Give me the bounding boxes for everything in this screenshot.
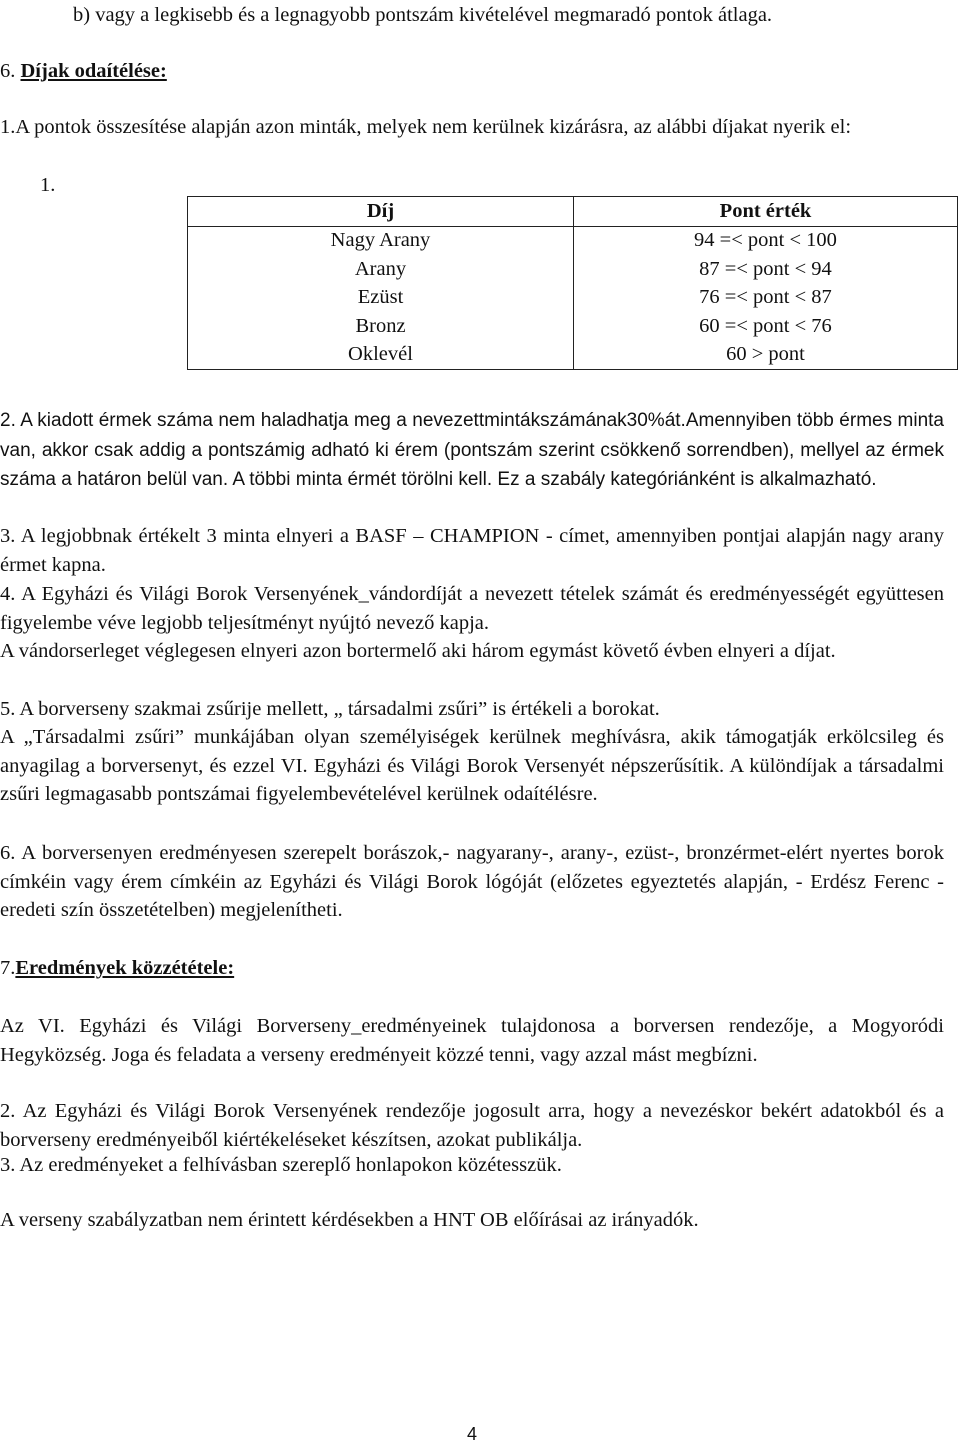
table-cell-prize: Ezüst <box>188 284 574 313</box>
table-cell-prize: Nagy Arany <box>188 226 574 255</box>
point-4-continuation: A vándorserleget véglegesen elnyeri azon bortermelő aki három egymást követő évben elnyeri a díjat. <box>0 640 836 662</box>
point-6-paragraph: 6. A borversenyen eredményesen szerepelt borászok,- nagyarany-, arany-, ezüst-, bronzérmet-elért nyertes borok címkéin vagy érem címkéin az Egyházi és Világi Borok lógóját (előzetes egyeztetés alapján, - Erdész Ferenc - eredeti szín összetételben) megjelenítheti. <box>0 842 944 922</box>
table-cell-points: 60 =< pont < 76 <box>574 312 958 341</box>
list-marker: 1. <box>40 174 56 196</box>
table-cell-points: 60 > pont <box>574 341 958 370</box>
table-row <box>188 255 958 284</box>
point-4-paragraph: 4. A Egyházi és Világi Borok Versenyének_vándordíját a nevezett tételek számát és eredményességét együttesen figyelembe véve legjobb teljesítményt nyújtó nevező kapja. <box>0 583 944 634</box>
table-header-points: Pont érték <box>574 197 958 227</box>
point-1-intro: 1.A pontok összesítése alapján azon minták, melyek nem kerülnek kizárásra, az alábbi díjakat nyerik el: <box>0 116 852 138</box>
point-5-paragraph: 5. A borverseny szakmai zsűrije mellett, „ társadalmi zsűri” is értékeli a borokat. <box>0 698 660 720</box>
table-row <box>188 312 958 341</box>
point-2-paragraph <box>0 406 944 495</box>
intro-line: b) vagy a legkisebb és a legnagyobb pontszám kivételével megmaradó pontok átlaga. <box>73 4 773 26</box>
point-2-lead: 2. A kiadott érmek száma nem haladhatja meg a nevezettmintákszámának30%át. <box>0 410 686 431</box>
section-6-heading <box>0 58 167 84</box>
table-row <box>188 226 958 255</box>
table-header-prize: Díj <box>188 197 574 227</box>
page-number: 4 <box>466 1424 477 1444</box>
point-2-continuation: Amennyiben több érmes minta van, akkor csak addig a pontszámig adható ki érem (pontszám szerint csökkenő sorrendben), mellyel az érmek száma a határon belül van. A többi minta érmét törölni kell. Ez a szabály kategóriánként is alkalmazható. <box>0 410 945 490</box>
point-3-paragraph: 3. A legjobbnak értékelt 3 minta elnyeri a BASF – CHAMPION - címet, amennyiben pontjai alapján nagy arany érmet kapna. <box>0 525 944 576</box>
table-row <box>188 284 958 313</box>
results-paragraph-3: 3. Az eredményeket a felhívásban szereplő honlapokon közétesszük. <box>0 1154 562 1176</box>
table-cell-prize: Arany <box>188 255 574 284</box>
table-cell-prize: Oklevél <box>188 341 574 370</box>
table-cell-prize: Bronz <box>188 312 574 341</box>
table-cell-points: 87 =< pont < 94 <box>574 255 958 284</box>
prize-table <box>187 196 958 370</box>
table-cell-points: 94 =< pont < 100 <box>574 226 958 255</box>
results-paragraph-2: 2. Az Egyházi és Világi Borok Versenyének rendezője jogosult arra, hogy a nevezéskor bekért adatokból és a borverseny eredményeiből kiértékeléseket készítsen, azokat publikálja. <box>0 1100 944 1151</box>
section-7-heading <box>0 955 234 981</box>
section-6-number: 6. <box>0 60 16 82</box>
point-5-continuation: A „Társadalmi zsűri” munkájában olyan személyiségek kerülnek meghívásra, akik támogatják erkölcsileg és anyagilag a borversenyt, és ezzel VI. Egyházi és Világi Borok Versenyét népszerűsítik. A különdíjak a társadalmi zsűri legmagasabb pontszámai figyelembevételével kerülnek odaítélésre. <box>0 726 944 806</box>
closing-paragraph: A verseny szabályzatban nem érintett kérdésekben a HNT OB előírásai az irányadók. <box>0 1209 699 1231</box>
table-header-row <box>188 197 958 227</box>
section-6-title: Díjak odaítélése: <box>20 60 167 82</box>
table-cell-points: 76 =< pont < 87 <box>574 284 958 313</box>
table-row <box>188 341 958 370</box>
results-paragraph-1: Az VI. Egyházi és Világi Borverseny_eredményeinek tulajdonosa a borversen rendezője, a Mogyoródi Hegyközség. Joga és feladata a verseny eredményeit közzé tenni, vagy azzal mást megbízni. <box>0 1015 944 1066</box>
section-7-title: Eredmények közzététele: <box>15 957 235 979</box>
section-7-number: 7. <box>0 957 16 979</box>
